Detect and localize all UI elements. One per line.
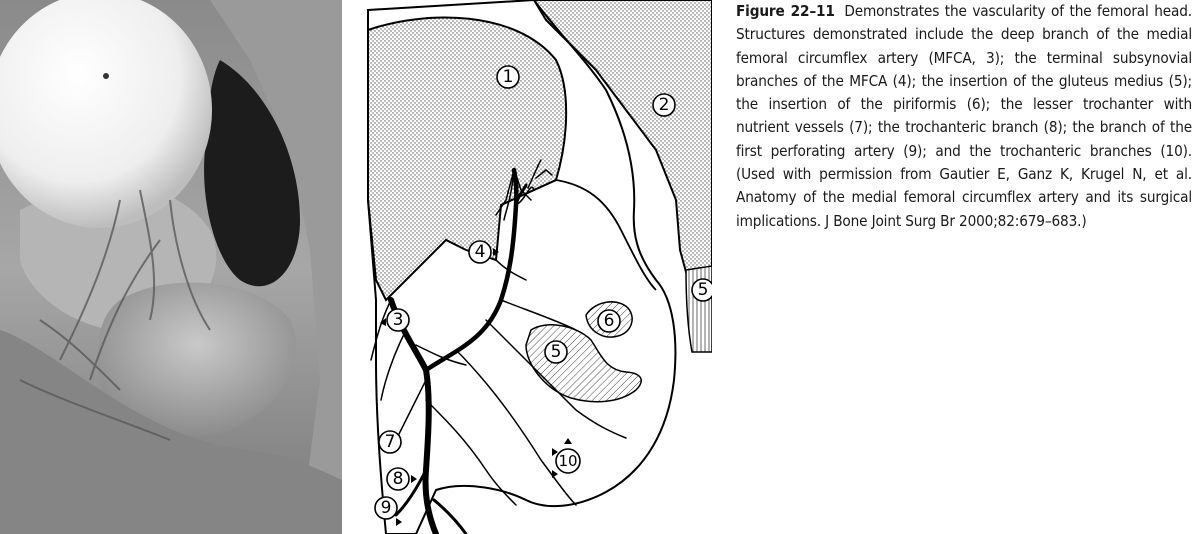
vascular-diagram-art: [356, 0, 712, 534]
svg-text:9: 9: [380, 498, 392, 518]
marker-8: [387, 468, 417, 490]
marker-6: [598, 310, 620, 332]
svg-text:4: 4: [474, 242, 486, 262]
marker-5: [545, 341, 567, 363]
vascular-diagram: [356, 0, 712, 534]
svg-text:8: 8: [392, 469, 404, 489]
region-5: [526, 325, 641, 402]
svg-text:7: 7: [384, 432, 396, 452]
marker-10: [552, 438, 580, 478]
figure-caption-text: Demonstrates the vascularity of the femoral head. Structures demonstrated include the deep branch of the medial femoral circumflex artery (MFCA, 3); the terminal subsynovial branches of the MFCA (4); the insertion of the gluteus medius (5); the insertion of the piriformis (6); the lesser trochanter with nutrient vessels (7); the trochanteric branch (8); the branch of the first perforating artery (9); and the trochanteric branches (10). (Used with permission from Gautier E, Ganz K, Krugel N, et al. Anatomy of the medial femoral circumflex artery and its surgical implications. J Bone Joint Surg Br 2000;82:679–683.): [736, 2, 1192, 230]
marker-3: [380, 309, 409, 331]
svg-text:1: 1: [502, 67, 514, 87]
svg-text:5: 5: [550, 342, 562, 362]
marker-7: [379, 431, 401, 453]
region-1: [368, 18, 566, 300]
svg-text:6: 6: [603, 311, 615, 331]
marker-1: [497, 66, 519, 88]
svg-text:10: 10: [558, 452, 578, 470]
figure-label: Figure 22–11: [736, 2, 835, 20]
svg-text:2: 2: [658, 95, 670, 115]
cadaver-photo-art: [0, 0, 342, 534]
svg-text:3: 3: [392, 310, 404, 330]
marker-2: [653, 94, 675, 116]
cadaver-photo: [0, 0, 342, 534]
figure-caption: [736, 0, 1192, 233]
svg-text:5: 5: [697, 280, 709, 300]
marker-5-edge: [692, 279, 712, 301]
